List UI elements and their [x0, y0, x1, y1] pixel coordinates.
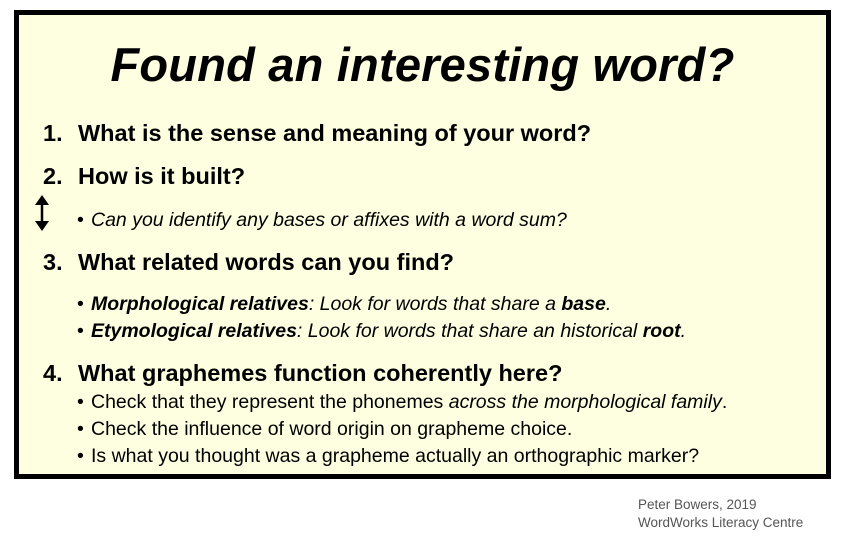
bullet-end: . [605, 293, 612, 315]
term: Etymological relatives [91, 320, 297, 342]
list-item [77, 391, 727, 414]
bullet-text: Is what you thought was a grapheme actually an orthographic marker? [91, 445, 700, 467]
bullet-text: Check that they represent the phonemes [91, 391, 449, 413]
up-down-arrow-icon [33, 195, 51, 231]
question-text: How is it built? [78, 163, 246, 189]
info-card [14, 10, 831, 479]
emphasis: across the morphological family [448, 391, 722, 413]
bullet: • [77, 418, 84, 440]
bullet-end: . [680, 320, 687, 342]
bullet-text: : Look for words that share a [308, 293, 562, 315]
question-text: What related words can you find? [78, 249, 455, 275]
bullet: • [77, 445, 84, 467]
bullet: • [77, 209, 84, 231]
list-item [77, 418, 572, 441]
bullet-text: : Look for words that share an historical [296, 320, 643, 342]
question-number: 2. [43, 163, 63, 189]
question-text: What graphemes function coherently here? [78, 360, 563, 386]
term: Morphological relatives [91, 293, 309, 315]
key-word: root [642, 320, 681, 342]
bullet: • [77, 320, 84, 342]
question-number: 1. [43, 120, 63, 146]
question-4 [43, 360, 562, 387]
page-title: Found an interesting word? [110, 38, 735, 91]
question-3 [43, 249, 454, 276]
list-item [77, 320, 686, 343]
list-item [77, 209, 567, 232]
bullet: • [77, 391, 84, 413]
credit [638, 496, 803, 532]
list-item [77, 293, 611, 316]
bullet-end: . [721, 391, 728, 413]
question-2 [43, 163, 245, 190]
question-1 [43, 120, 591, 147]
bullet-text: Can you identify any bases or affixes with a word sum? [91, 209, 567, 231]
question-text: What is the sense and meaning of your word? [78, 120, 592, 146]
credit-author: Peter Bowers, 2019 [638, 497, 757, 512]
bullet-text: Check the influence of word origin on grapheme choice. [91, 418, 573, 440]
question-number: 3. [43, 249, 63, 275]
key-word: base [561, 293, 606, 315]
bullet: • [77, 293, 84, 315]
credit-organization: WordWorks Literacy Centre [638, 515, 804, 530]
question-number: 4. [43, 360, 63, 386]
list-item [77, 445, 699, 468]
